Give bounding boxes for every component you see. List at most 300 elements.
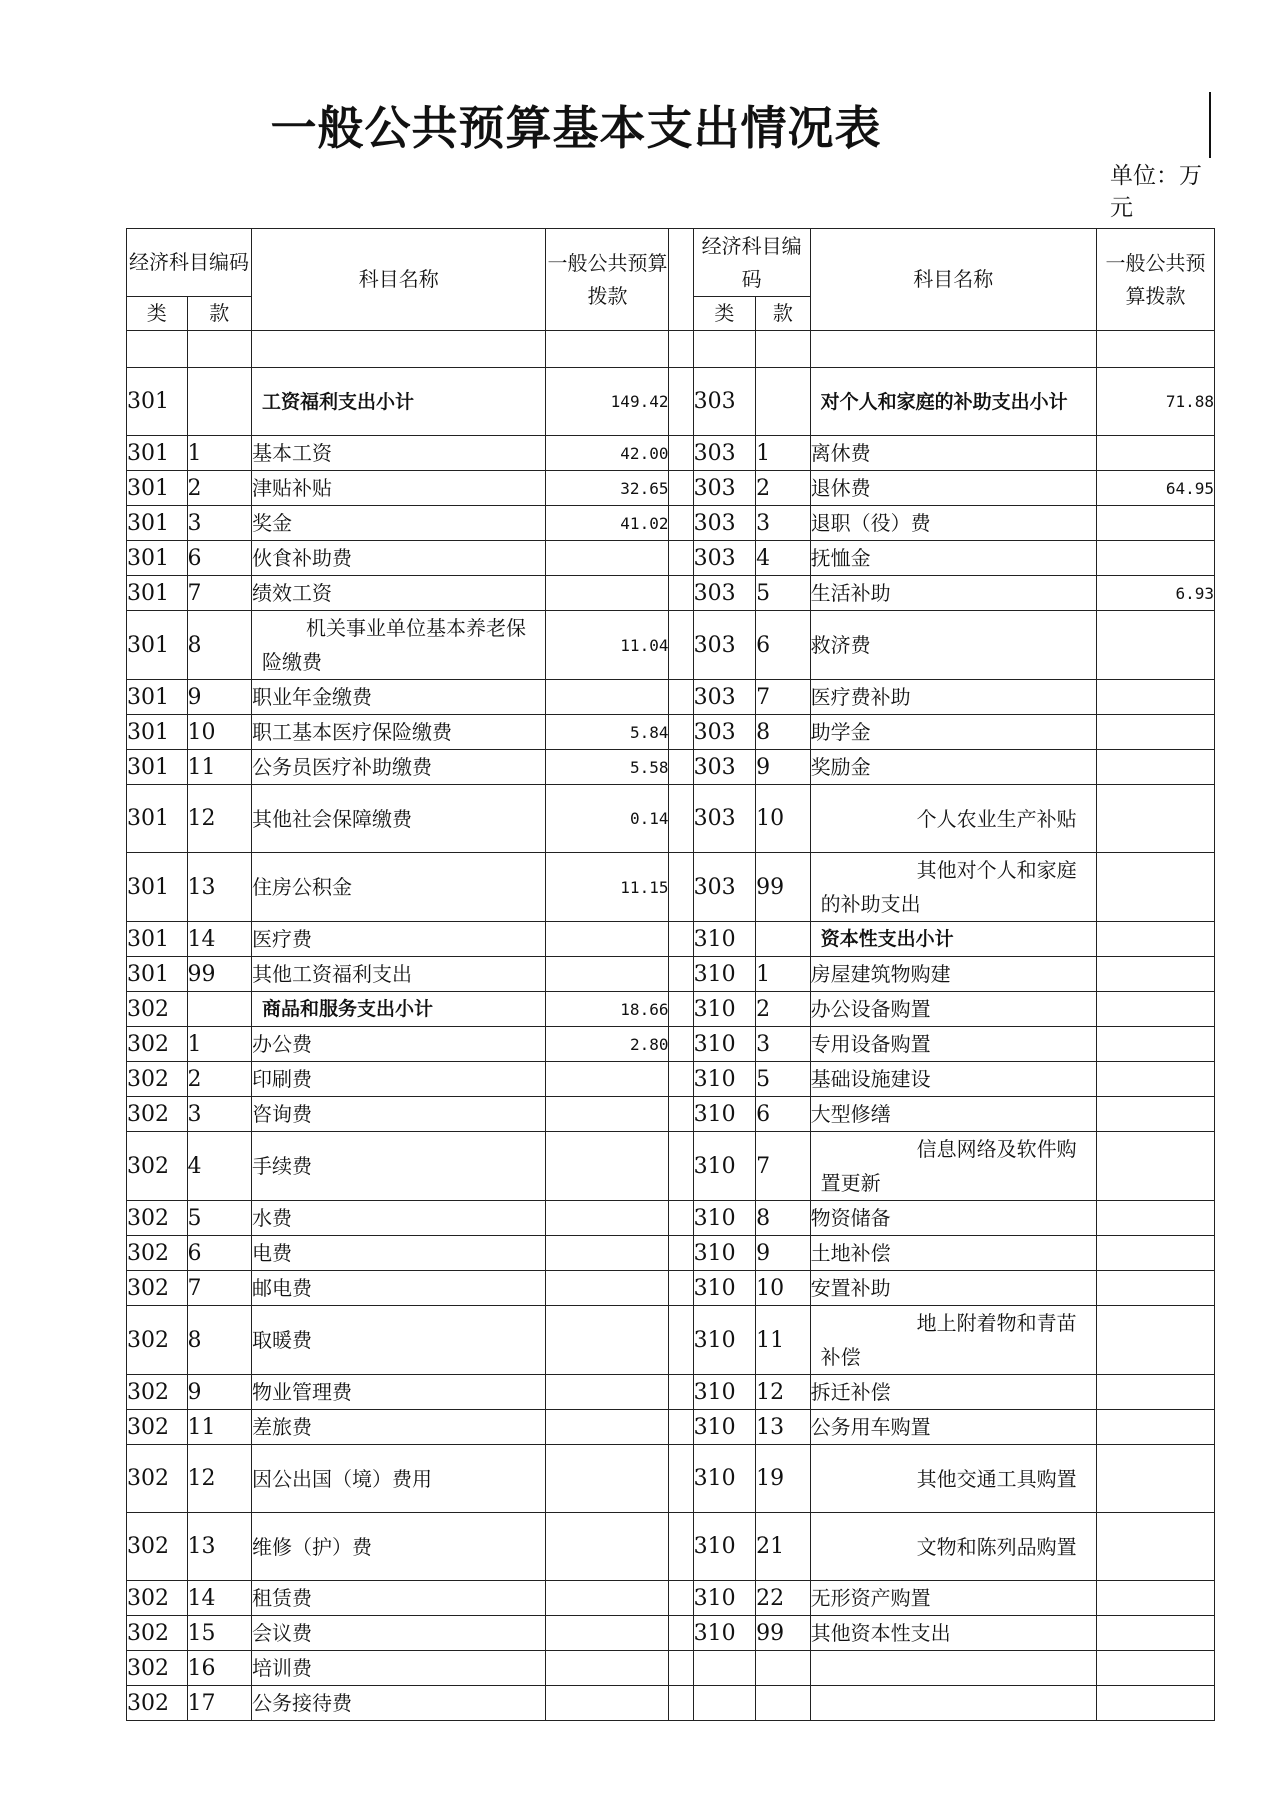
table-row — [127, 1651, 1215, 1686]
item-name: 奖励金 — [810, 750, 1096, 785]
column-gap — [669, 506, 693, 541]
lei-cell: 310 — [693, 1062, 756, 1097]
header-lei-right: 类 — [693, 297, 756, 331]
column-gap — [669, 1581, 693, 1616]
amount-cell: 5.84 — [546, 715, 669, 750]
kuan-cell: 2 — [756, 992, 810, 1027]
kuan-cell: 12 — [187, 785, 252, 853]
lei-cell — [693, 1651, 756, 1686]
kuan-cell: 5 — [187, 1201, 252, 1236]
amount-cell — [1096, 680, 1214, 715]
kuan-cell: 10 — [756, 785, 810, 853]
table-row — [127, 715, 1215, 750]
lei-cell: 303 — [693, 576, 756, 611]
amount-cell — [1096, 1445, 1214, 1513]
item-name: 公务员医疗补助缴费 — [252, 750, 546, 785]
kuan-cell: 8 — [756, 715, 810, 750]
item-name: 其他工资福利支出 — [252, 957, 546, 992]
lei-cell: 303 — [693, 611, 756, 680]
item-name: 商品和服务支出小计 — [252, 992, 546, 1027]
kuan-cell: 7 — [187, 576, 252, 611]
item-name: 地上附着物和青苗补偿 — [810, 1306, 1096, 1375]
amount-cell — [1096, 436, 1214, 471]
amount-cell: 2.80 — [546, 1027, 669, 1062]
kuan-cell: 14 — [187, 1581, 252, 1616]
lei-cell: 301 — [127, 750, 188, 785]
lei-cell — [693, 1686, 756, 1721]
item-name: 退休费 — [810, 471, 1096, 506]
lei-cell: 302 — [127, 1616, 188, 1651]
column-gap — [669, 1513, 693, 1581]
table-row — [127, 750, 1215, 785]
amount-cell — [546, 1271, 669, 1306]
kuan-cell: 6 — [187, 541, 252, 576]
table-row — [127, 576, 1215, 611]
table-row — [127, 1306, 1215, 1375]
kuan-cell: 13 — [187, 853, 252, 922]
amount-cell: 32.65 — [546, 471, 669, 506]
table-row — [127, 1410, 1215, 1445]
table-row — [127, 1062, 1215, 1097]
item-name: 大型修缮 — [810, 1097, 1096, 1132]
header-name-left: 科目名称 — [252, 229, 546, 331]
amount-cell — [546, 541, 669, 576]
header-lei-left: 类 — [127, 297, 188, 331]
lei-cell: 310 — [693, 1513, 756, 1581]
lei-cell: 302 — [127, 1410, 188, 1445]
amount-cell — [546, 1306, 669, 1375]
amount-cell — [1096, 506, 1214, 541]
table-row — [127, 1375, 1215, 1410]
item-name: 物资储备 — [810, 1201, 1096, 1236]
lei-cell: 301 — [127, 471, 188, 506]
amount-cell — [546, 1062, 669, 1097]
kuan-cell: 99 — [187, 957, 252, 992]
lei-cell: 310 — [693, 1097, 756, 1132]
lei-cell: 303 — [693, 853, 756, 922]
amount-cell: 149.42 — [546, 368, 669, 436]
expenditure-table — [126, 228, 1215, 1721]
amount-cell — [1096, 853, 1214, 922]
kuan-cell: 2 — [756, 471, 810, 506]
amount-cell — [546, 922, 669, 957]
item-name: 土地补偿 — [810, 1236, 1096, 1271]
lei-cell: 303 — [693, 368, 756, 436]
lei-cell: 303 — [693, 750, 756, 785]
item-name: 其他交通工具购置 — [810, 1445, 1096, 1513]
table-row — [127, 922, 1215, 957]
item-name: 培训费 — [252, 1651, 546, 1686]
item-name — [810, 331, 1096, 368]
lei-cell: 303 — [693, 541, 756, 576]
column-gap — [669, 1201, 693, 1236]
lei-cell: 310 — [693, 1271, 756, 1306]
lei-cell: 310 — [693, 1201, 756, 1236]
column-gap — [669, 715, 693, 750]
amount-cell — [546, 1201, 669, 1236]
table-row — [127, 1132, 1215, 1201]
lei-cell: 310 — [693, 1616, 756, 1651]
column-gap — [669, 576, 693, 611]
amount-cell — [1096, 785, 1214, 853]
lei-cell: 303 — [693, 680, 756, 715]
item-name: 抚恤金 — [810, 541, 1096, 576]
lei-cell: 302 — [127, 1306, 188, 1375]
column-gap — [669, 1062, 693, 1097]
table-row — [127, 541, 1215, 576]
item-name: 物业管理费 — [252, 1375, 546, 1410]
kuan-cell: 10 — [756, 1271, 810, 1306]
amount-cell — [1096, 1513, 1214, 1581]
amount-cell — [1096, 1686, 1214, 1721]
kuan-cell: 6 — [187, 1236, 252, 1271]
table-body — [127, 331, 1215, 1721]
column-gap — [669, 611, 693, 680]
amount-cell: 6.93 — [1096, 576, 1214, 611]
kuan-cell: 17 — [187, 1686, 252, 1721]
kuan-cell: 7 — [756, 680, 810, 715]
item-name: 安置补助 — [810, 1271, 1096, 1306]
table-row — [127, 1201, 1215, 1236]
item-name — [810, 1686, 1096, 1721]
column-gap — [669, 471, 693, 506]
kuan-cell: 1 — [187, 436, 252, 471]
table-row — [127, 1445, 1215, 1513]
lei-cell: 310 — [693, 1027, 756, 1062]
kuan-cell — [187, 331, 252, 368]
lei-cell: 310 — [693, 922, 756, 957]
header-amount-right: 一般公共预算拨款 — [1096, 229, 1214, 331]
amount-cell — [1096, 1651, 1214, 1686]
amount-cell: 0.14 — [546, 785, 669, 853]
item-name: 机关事业单位基本养老保险缴费 — [252, 611, 546, 680]
lei-cell: 310 — [693, 1375, 756, 1410]
item-name: 差旅费 — [252, 1410, 546, 1445]
lei-cell: 301 — [127, 576, 188, 611]
item-name: 信息网络及软件购置更新 — [810, 1132, 1096, 1201]
amount-cell — [546, 1236, 669, 1271]
item-name — [252, 331, 546, 368]
header-name-right: 科目名称 — [810, 229, 1096, 331]
kuan-cell: 12 — [756, 1375, 810, 1410]
lei-cell: 302 — [127, 1236, 188, 1271]
lei-cell: 302 — [127, 1062, 188, 1097]
column-gap — [669, 785, 693, 853]
lei-cell: 301 — [127, 436, 188, 471]
item-name: 其他社会保障缴费 — [252, 785, 546, 853]
column-gap — [669, 957, 693, 992]
kuan-cell: 16 — [187, 1651, 252, 1686]
lei-cell: 303 — [693, 506, 756, 541]
table-row — [127, 957, 1215, 992]
item-name: 职工基本医疗保险缴费 — [252, 715, 546, 750]
lei-cell: 302 — [127, 1445, 188, 1513]
kuan-cell: 19 — [756, 1445, 810, 1513]
column-gap — [669, 1027, 693, 1062]
lei-cell: 310 — [693, 1236, 756, 1271]
lei-cell — [693, 331, 756, 368]
amount-cell — [1096, 541, 1214, 576]
column-gap — [669, 541, 693, 576]
kuan-cell: 9 — [756, 750, 810, 785]
item-name: 办公费 — [252, 1027, 546, 1062]
column-gap — [669, 1236, 693, 1271]
kuan-cell — [756, 922, 810, 957]
table-row — [127, 853, 1215, 922]
lei-cell: 310 — [693, 1445, 756, 1513]
amount-cell — [1096, 750, 1214, 785]
kuan-cell: 3 — [756, 506, 810, 541]
kuan-cell: 3 — [187, 506, 252, 541]
item-name: 取暖费 — [252, 1306, 546, 1375]
item-name: 水费 — [252, 1201, 546, 1236]
item-name: 会议费 — [252, 1616, 546, 1651]
item-name: 咨询费 — [252, 1097, 546, 1132]
amount-cell — [546, 331, 669, 368]
kuan-cell — [756, 1651, 810, 1686]
lei-cell: 301 — [127, 506, 188, 541]
table-row — [127, 611, 1215, 680]
lei-cell: 310 — [693, 1410, 756, 1445]
amount-cell — [1096, 1132, 1214, 1201]
amount-cell: 71.88 — [1096, 368, 1214, 436]
column-gap — [669, 1686, 693, 1721]
lei-cell: 303 — [693, 436, 756, 471]
header-amount-left: 一般公共预算拨款 — [546, 229, 669, 331]
kuan-cell: 6 — [756, 1097, 810, 1132]
item-name: 专用设备购置 — [810, 1027, 1096, 1062]
amount-cell — [1096, 1097, 1214, 1132]
kuan-cell: 9 — [756, 1236, 810, 1271]
amount-cell — [1096, 1306, 1214, 1375]
kuan-cell: 6 — [756, 611, 810, 680]
item-name: 医疗费 — [252, 922, 546, 957]
kuan-cell: 12 — [187, 1445, 252, 1513]
table-row — [127, 1271, 1215, 1306]
amount-cell — [546, 1410, 669, 1445]
column-gap — [669, 922, 693, 957]
amount-cell — [1096, 611, 1214, 680]
item-name: 津贴补贴 — [252, 471, 546, 506]
amount-cell — [1096, 331, 1214, 368]
item-name: 资本性支出小计 — [810, 922, 1096, 957]
kuan-cell: 13 — [756, 1410, 810, 1445]
kuan-cell: 11 — [187, 750, 252, 785]
item-name: 伙食补助费 — [252, 541, 546, 576]
lei-cell: 302 — [127, 1027, 188, 1062]
item-name: 奖金 — [252, 506, 546, 541]
kuan-cell: 4 — [187, 1132, 252, 1201]
table-row — [127, 436, 1215, 471]
amount-cell — [546, 957, 669, 992]
kuan-cell: 5 — [756, 576, 810, 611]
amount-cell — [546, 1651, 669, 1686]
lei-cell: 310 — [693, 1581, 756, 1616]
amount-cell — [1096, 1027, 1214, 1062]
lei-cell: 301 — [127, 541, 188, 576]
amount-cell: 11.15 — [546, 853, 669, 922]
amount-cell: 11.04 — [546, 611, 669, 680]
amount-cell — [546, 1375, 669, 1410]
table-row — [127, 1686, 1215, 1721]
margin-rule — [1209, 92, 1211, 158]
item-name: 手续费 — [252, 1132, 546, 1201]
kuan-cell: 14 — [187, 922, 252, 957]
item-name: 邮电费 — [252, 1271, 546, 1306]
amount-cell — [1096, 992, 1214, 1027]
kuan-cell: 13 — [187, 1513, 252, 1581]
kuan-cell: 99 — [756, 853, 810, 922]
item-name: 电费 — [252, 1236, 546, 1271]
kuan-cell: 15 — [187, 1616, 252, 1651]
column-gap — [669, 680, 693, 715]
item-name: 公务接待费 — [252, 1686, 546, 1721]
kuan-cell: 11 — [187, 1410, 252, 1445]
lei-cell: 310 — [693, 992, 756, 1027]
column-gap — [669, 368, 693, 436]
item-name: 无形资产购置 — [810, 1581, 1096, 1616]
column-gap — [669, 1132, 693, 1201]
amount-cell — [546, 1686, 669, 1721]
amount-cell: 5.58 — [546, 750, 669, 785]
amount-cell: 64.95 — [1096, 471, 1214, 506]
lei-cell: 301 — [127, 922, 188, 957]
amount-cell — [1096, 957, 1214, 992]
lei-cell: 302 — [127, 1132, 188, 1201]
amount-cell — [1096, 1410, 1214, 1445]
table-row — [127, 992, 1215, 1027]
table-row — [127, 785, 1215, 853]
lei-cell: 310 — [693, 1132, 756, 1201]
kuan-cell: 1 — [756, 957, 810, 992]
item-name: 职业年金缴费 — [252, 680, 546, 715]
amount-cell — [546, 1513, 669, 1581]
amount-cell: 42.00 — [546, 436, 669, 471]
lei-cell: 303 — [693, 471, 756, 506]
page-title: 一般公共预算基本支出情况表 — [270, 101, 882, 155]
lei-cell: 303 — [693, 785, 756, 853]
item-name: 文物和陈列品购置 — [810, 1513, 1096, 1581]
table-row — [127, 471, 1215, 506]
kuan-cell: 1 — [756, 436, 810, 471]
kuan-cell: 1 — [187, 1027, 252, 1062]
lei-cell: 302 — [127, 1581, 188, 1616]
item-name: 基本工资 — [252, 436, 546, 471]
kuan-cell: 2 — [187, 1062, 252, 1097]
kuan-cell: 4 — [756, 541, 810, 576]
kuan-cell: 8 — [187, 611, 252, 680]
kuan-cell: 99 — [756, 1616, 810, 1651]
lei-cell: 310 — [693, 957, 756, 992]
column-gap — [669, 1445, 693, 1513]
lei-cell: 301 — [127, 611, 188, 680]
kuan-cell: 3 — [756, 1027, 810, 1062]
item-name: 生活补助 — [810, 576, 1096, 611]
kuan-cell — [187, 992, 252, 1027]
item-name: 办公设备购置 — [810, 992, 1096, 1027]
lei-cell: 302 — [127, 1686, 188, 1721]
amount-cell — [1096, 715, 1214, 750]
table-row — [127, 1027, 1215, 1062]
header-kuan-right: 款 — [756, 297, 810, 331]
item-name: 退职（役）费 — [810, 506, 1096, 541]
unit-label: 单位：万元 — [1110, 163, 1202, 221]
column-gap — [669, 1375, 693, 1410]
item-name: 住房公积金 — [252, 853, 546, 922]
item-name: 其他资本性支出 — [810, 1616, 1096, 1651]
kuan-cell: 9 — [187, 1375, 252, 1410]
lei-cell: 302 — [127, 1651, 188, 1686]
kuan-cell: 3 — [187, 1097, 252, 1132]
table-row — [127, 680, 1215, 715]
amount-cell — [1096, 1616, 1214, 1651]
lei-cell: 302 — [127, 1097, 188, 1132]
header-kuan-left: 款 — [187, 297, 252, 331]
item-name: 房屋建筑物购建 — [810, 957, 1096, 992]
item-name: 绩效工资 — [252, 576, 546, 611]
column-gap — [669, 1410, 693, 1445]
item-name: 对个人和家庭的补助支出小计 — [810, 368, 1096, 436]
amount-cell — [546, 1581, 669, 1616]
header-gap — [669, 229, 693, 331]
column-gap — [669, 1306, 693, 1375]
kuan-cell — [187, 368, 252, 436]
kuan-cell: 9 — [187, 680, 252, 715]
header-code-right: 经济科目编码 — [693, 229, 810, 297]
table-row — [127, 1581, 1215, 1616]
table-row — [127, 1616, 1215, 1651]
lei-cell: 302 — [127, 1201, 188, 1236]
amount-cell: 18.66 — [546, 992, 669, 1027]
item-name: 工资福利支出小计 — [252, 368, 546, 436]
lei-cell — [127, 331, 188, 368]
item-name: 租赁费 — [252, 1581, 546, 1616]
kuan-cell — [756, 368, 810, 436]
amount-cell — [546, 1132, 669, 1201]
amount-cell — [1096, 1581, 1214, 1616]
amount-cell: 41.02 — [546, 506, 669, 541]
lei-cell: 301 — [127, 957, 188, 992]
column-gap — [669, 992, 693, 1027]
lei-cell: 301 — [127, 368, 188, 436]
kuan-cell — [756, 1686, 810, 1721]
header-code-left: 经济科目编码 — [127, 229, 252, 297]
table-row — [127, 1513, 1215, 1581]
table-row — [127, 1097, 1215, 1132]
column-gap — [669, 1651, 693, 1686]
column-gap — [669, 331, 693, 368]
lei-cell: 302 — [127, 1271, 188, 1306]
item-name: 离休费 — [810, 436, 1096, 471]
amount-cell — [546, 1097, 669, 1132]
lei-cell: 301 — [127, 680, 188, 715]
lei-cell: 310 — [693, 1306, 756, 1375]
kuan-cell: 10 — [187, 715, 252, 750]
item-name: 救济费 — [810, 611, 1096, 680]
lei-cell: 302 — [127, 1375, 188, 1410]
lei-cell: 301 — [127, 853, 188, 922]
column-gap — [669, 1271, 693, 1306]
item-name: 医疗费补助 — [810, 680, 1096, 715]
amount-cell — [546, 680, 669, 715]
lei-cell: 301 — [127, 785, 188, 853]
column-gap — [669, 436, 693, 471]
amount-cell — [546, 576, 669, 611]
kuan-cell: 7 — [187, 1271, 252, 1306]
amount-cell — [546, 1445, 669, 1513]
kuan-cell: 11 — [756, 1306, 810, 1375]
amount-cell — [1096, 1201, 1214, 1236]
